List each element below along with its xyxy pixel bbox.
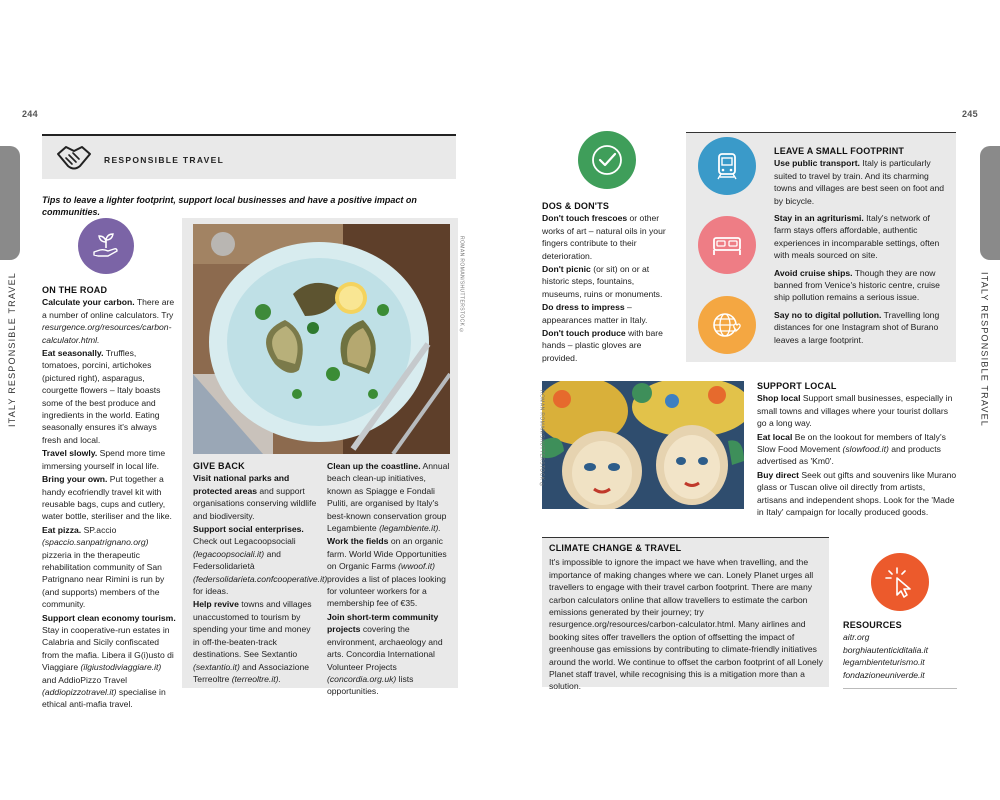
resource-link[interactable]: aitr.org [843, 632, 870, 643]
list-item: Do dress to impress – appearances matter in Italy. [542, 302, 648, 325]
climate-text: It's impossible to ignore the impact we have when travelling, and the importance of making changes where we can. Lonely Planet urges all travellers to engage with their travel carbon footprint. There are many carbon calculators online that allow travellers to estimate the carbon emissions generated by their journey; try resurgence.org/resources/carbon-calculator.html. Many airlines and booking sites offer travellers the option of offsetting the impact of greenhouse gas emissions by contributing to climate-friendly initiatives around the world. We continue to offset the carbon footprint of all Lonely Planet staff travel, while recognising this is a mitigation more than a solution. [549, 557, 823, 692]
list-item: Help revive towns and villages unaccustomed to tourism by spending your time and money in off-the-beaten-track destinations. See Sextantio (sextantio.it) and Associazione Terreoltre (terreoltre.it). [193, 599, 312, 684]
resources-divider [843, 688, 957, 689]
section-tab-left[interactable] [0, 146, 20, 260]
page-number-left: 244 [22, 109, 38, 119]
cursor-click-icon [871, 553, 929, 611]
list-item: Don't picnic (or sit) on or at historic steps, fountains, museums, ruins or monuments. [542, 264, 663, 299]
section-tab-right[interactable] [980, 146, 1000, 260]
list-item: Don't touch produce with bare hands – plastic gloves are provided. [542, 328, 663, 363]
list-item: Stay in an agriturismi. Italy's network of farm stays offers affordable, authentic experiences in incomparable settings, often with meals sourced on site. [774, 213, 940, 261]
list-item: Travel slowly. Spend more time immersing yourself in local life. [42, 448, 166, 471]
dos-donts-section [542, 200, 676, 365]
support-local-section [757, 380, 957, 519]
list-item: Say no to digital pollution. Travelling long distances for one Instagram shot of Burano leaves a large footprint. [774, 309, 940, 345]
climate-section [549, 542, 824, 694]
give-back-col-1 [193, 460, 328, 686]
list-item: Shop local Support small businesses, especially in small towns and villages where your tourist dollars go a long way. [757, 393, 953, 429]
on-the-road-section [42, 284, 176, 712]
list-item: Bring your own. Put together a handy ecofriendly travel kit with reusable bags, cups and cutlery, water bottle, steriliser and the like. [42, 474, 172, 522]
resources-heading: RESOURCES [843, 620, 902, 630]
support-local-heading: SUPPORT LOCAL [757, 381, 837, 391]
side-label-right: ITALY RESPONSIBLE TRAVEL [979, 272, 990, 428]
page-number-right: 245 [962, 109, 978, 119]
list-item: Avoid cruise ships. Though they are now banned from Venice's historic centre, cruise ship pollution remains a serious issue. [774, 267, 940, 303]
globe-heart-icon [698, 296, 756, 354]
resource-link[interactable]: legambienteturismo.it [843, 657, 925, 668]
photo-credit-food: ROMAN ROMAN/SHUTTERSTOCK © [458, 236, 465, 335]
artichoke-food-photo [193, 224, 450, 454]
list-item: Eat seasonally. Truffles, tomatoes, porcini, artichokes (pictured right), asparagus, courgette flowers – Italy boasts some of the best produce and ingredients in the world. Eating seasonally ensures it's always fresh and local. [42, 348, 161, 445]
small-footprint-heading: LEAVE A SMALL FOOTPRINT [774, 146, 905, 156]
resource-link[interactable]: borghiautenticiditalia.it [843, 644, 929, 655]
side-label-left: ITALY RESPONSIBLE TRAVEL [7, 272, 17, 428]
list-item: Don't touch frescoes or other works of art – natural oils in your fingers contribute to their deterioration. [542, 213, 666, 261]
ceramic-heads-photo [542, 381, 744, 509]
list-item: Support social enterprises. Check out Legacoopsociali (legacoopsociali.it) and Federsolidarietà (federsolidarieta.confcooperative.it) for ideas. [193, 524, 328, 597]
check-icon [578, 131, 636, 189]
train-icon [698, 137, 756, 195]
section-title: RESPONSIBLE TRAVEL [104, 155, 225, 165]
give-back-col-2 [327, 460, 451, 699]
intro-text: Tips to leave a lighter footprint, support local businesses and have a positive impact on communities. [42, 195, 417, 218]
section-header [42, 134, 456, 179]
small-footprint-section [774, 145, 946, 347]
bed-icon [698, 216, 756, 274]
list-item: Eat local Be on the lookout for members of Italy's Slow Food Movement (slowfood.it) and products advertised as 'Km0'. [757, 431, 946, 467]
climate-heading: CLIMATE CHANGE & TRAVEL [549, 543, 682, 553]
resources-section [843, 619, 957, 681]
list-item: Calculate your carbon. There are a number of online calculators. Try resurgence.org/resources/carbon-calculator.html. [42, 297, 175, 345]
list-item: Support clean economy tourism. Stay in cooperative-run estates in Calabria and Sicily confiscated from the mafia. Libera il G(i)usto di Viaggiare (ilgiustodiviaggiare.it) and AddioPizzo Travel (addiopizzotravel.it) specialise in ethical anti-mafia travel. [42, 612, 176, 710]
list-item: Use public transport. Italy is particularly suited to travel by train. And its charming towns and villages are best seen on foot and by bicycle. [774, 158, 945, 206]
plant-hand-icon [78, 218, 134, 274]
list-item: Work the fields on an organic farm. World Wide Opportunities on Organic Farms (wwoof.it) provides a list of places looking for volunteer workers for a membership fee of €35. [327, 536, 447, 609]
list-item: Visit national parks and protected areas and support organisations conserving wildlife and biodiversity. [193, 473, 317, 521]
dos-donts-heading: DOS & DON'TS [542, 201, 610, 211]
list-item: Join short-term community projects covering the environment, archaeology and arts. Concordia International Volunteer Projects (concordia.org.uk) lists opportunities. [327, 611, 443, 697]
list-item: Clean up the coastline. Annual beach clean-up initiatives, known as Spiagge e Fondali Puliti, are organised by Italy's best-known conservation group Legambiente (legambiente.it). [327, 461, 450, 534]
on-the-road-heading: ON THE ROAD [42, 285, 108, 295]
photo-credit-masks: ROMAN ROMAN/SHUTTERSTOCK © [538, 390, 545, 489]
list-item: Buy direct Seek out gifts and souvenirs like Murano glass or Tuscan olive oil directly from artists, artisans and independent shops. Look for the 'Made in Italy' campaign for locally produced goods. [757, 469, 957, 518]
resource-link[interactable]: fondazioneuniverde.it [843, 669, 925, 680]
handshake-icon [54, 142, 94, 174]
list-item: Eat pizza. SP.accio (spaccio.sanpatrignano.org) pizzeria in the therapeutic rehabilitation community of San Patrignano near Rimini is run by (and supports) members of the community. [42, 524, 165, 610]
give-back-heading: GIVE BACK [193, 461, 245, 471]
